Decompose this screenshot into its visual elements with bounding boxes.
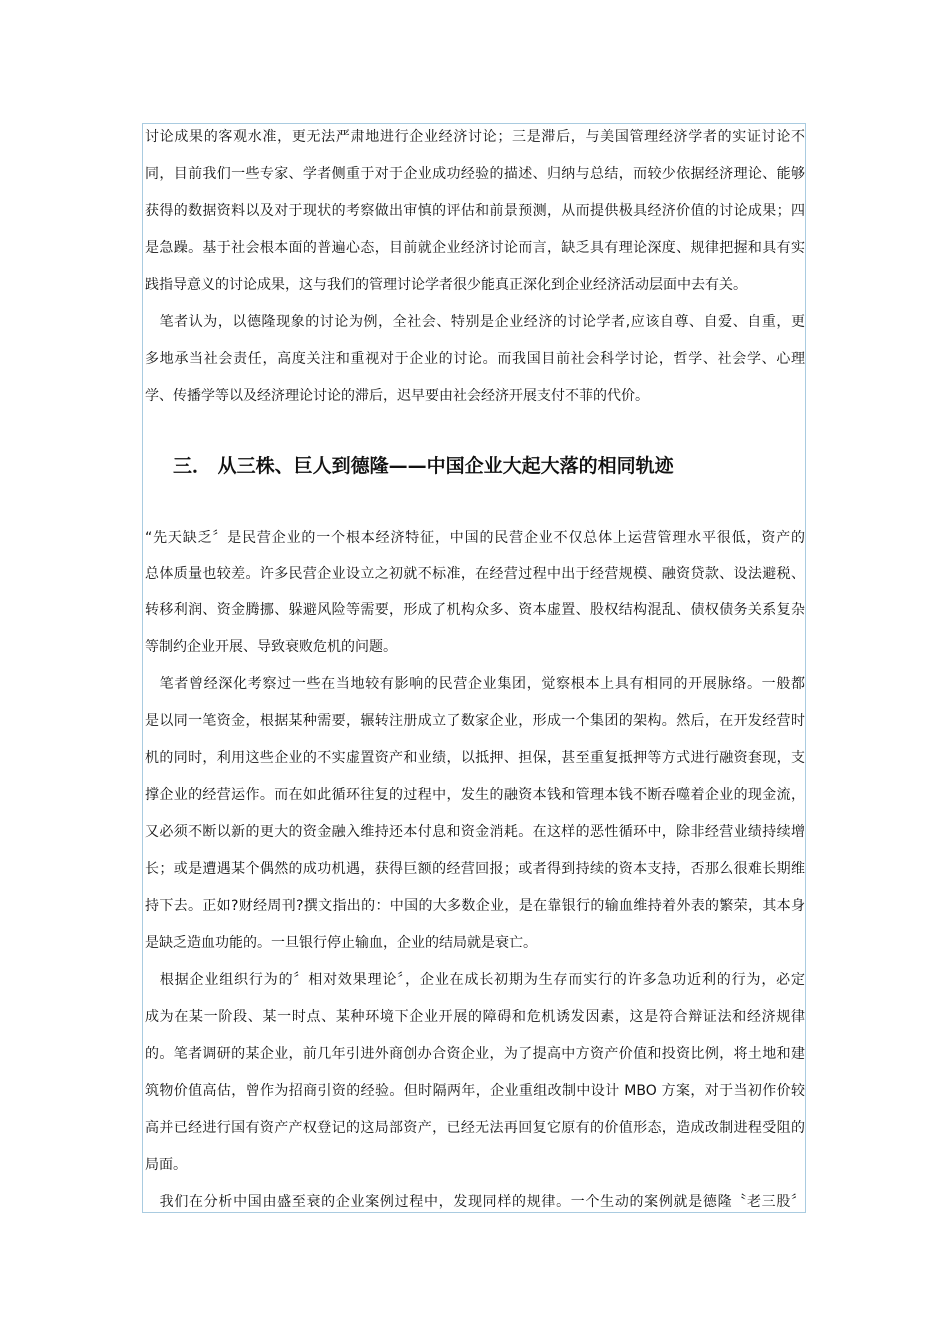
text-line: 转移利润、资金腾挪、躲避风险等需要，形成了机构众多、资本虚置、股权结构混乱、债权债务关系复杂 — [145, 602, 805, 618]
text-line: 践指导意义的讨论成果，这与我们的管理讨论学者很少能真正深化到企业经济活动层面中去有关。 — [145, 277, 747, 293]
text-line: 撑企业的经营运作。而在如此循环往复的过程中，发生的融资本钱和管理本钱不断吞噬着企业的现金流， — [145, 787, 805, 803]
text-line: 筑物价值高估，曾作为招商引资的经验。但时隔两年，企业重组改制中设计 MBO 方案，对于当初作价较 — [145, 1083, 805, 1099]
text-line: 笔者曾经深化考察过一些在当地较有影响的民营企业集团，觉察根本上具有相同的开展脉络。一般都 — [145, 676, 805, 692]
text-line: 是缺乏造血功能的。一旦银行停止输血，企业的结局就是衰亡。 — [145, 935, 537, 951]
text-line: 高并已经进行国有资产产权登记的这局部资产，已经无法再回复它原有的价值形态，造成改制进程受阻的 — [145, 1120, 805, 1136]
text-line: 我们在分析中国由盛至衰的企业案例过程中，发现同样的规律。一个生动的案例就是德隆〝老三股〞 — [145, 1194, 805, 1210]
text-line: 长；或是遭遇某个偶然的成功机遇，获得巨额的经营回报；或者得到持续的资本支持，否那么很难长期维 — [145, 861, 805, 877]
text-line: “先天缺乏〞是民营企业的一个根本经济特征，中国的民营企业不仅总体上运营管理水平很低，资产的 — [145, 530, 805, 546]
text-line: 根据企业组织行为的〞相对效果理论〞，企业在成长初期为生存而实行的许多急功近利的行为，必定 — [145, 972, 805, 988]
text-line: 局面。 — [145, 1157, 187, 1173]
text-frame — [142, 123, 806, 1213]
text-line: 的。笔者调研的某企业，前几年引进外商创办合资企业，为了提高中方资产价值和投资比例，将土地和建 — [145, 1046, 805, 1062]
text-line: 持下去。正如?财经周刊?撰文指出的：中国的大多数企业，是在靠银行的输血维持着外表的繁荣，其本身 — [145, 898, 805, 914]
text-line: 是以同一笔资金，根据某种需要，辗转注册成立了数家企业，形成一个集团的架构。然后，在开发经营时 — [145, 713, 805, 729]
text-line: 获得的数据资料以及对于现状的考察做出审慎的评估和前景预测，从而提供极具经济价值的讨论成果；四 — [145, 203, 805, 219]
text-line: 成为在某一阶段、某一时点、某种环境下企业开展的障碍和危机诱发因素，这是符合辩证法和经济规律 — [145, 1009, 805, 1025]
text-line: 讨论成果的客观水准，更无法严肃地进行企业经济讨论；三是滞后，与美国管理经济学者的实证讨论不 — [145, 129, 805, 145]
text-line: 学、传播学等以及经济理论讨论的滞后，迟早要由社会经济开展支付不菲的代价。 — [145, 388, 649, 404]
text-line: 多地承当社会责任，高度关注和重视对于企业的讨论。而我国目前社会科学讨论，哲学、社会学、心理 — [145, 351, 805, 367]
text-line: 是急躁。基于社会根本面的普遍心态，目前就企业经济讨论而言，缺乏具有理论深度、规律把握和具有实 — [145, 240, 805, 256]
text-line: 笔者认为，以德隆现象的讨论为例，全社会、特别是企业经济的讨论学者,应该自尊、自爱、自重，更 — [145, 314, 805, 330]
section-heading: 三． 从三株、巨人到德隆——中国企业大起大落的相同轨迹 — [173, 455, 674, 477]
text-line: 等制约企业开展、导致衰败危机的问题。 — [145, 639, 397, 655]
text-line: 机的同时，利用这些企业的不实虚置资产和业绩，以抵押、担保，甚至重复抵押等方式进行融资套现，支 — [145, 750, 805, 766]
text-line: 又必须不断以新的更大的资金融入维持还本付息和资金消耗。在这样的恶性循环中，除非经营业绩持续增 — [145, 824, 805, 840]
text-line: 总体质量也较差。许多民营企业设立之初就不标准，在经营过程中出于经营规模、融资贷款、设法避税、 — [145, 566, 805, 582]
text-line: 同，目前我们一些专家、学者侧重于对于企业成功经验的描述、归纳与总结，而较少依据经济理论、能够 — [145, 166, 805, 182]
